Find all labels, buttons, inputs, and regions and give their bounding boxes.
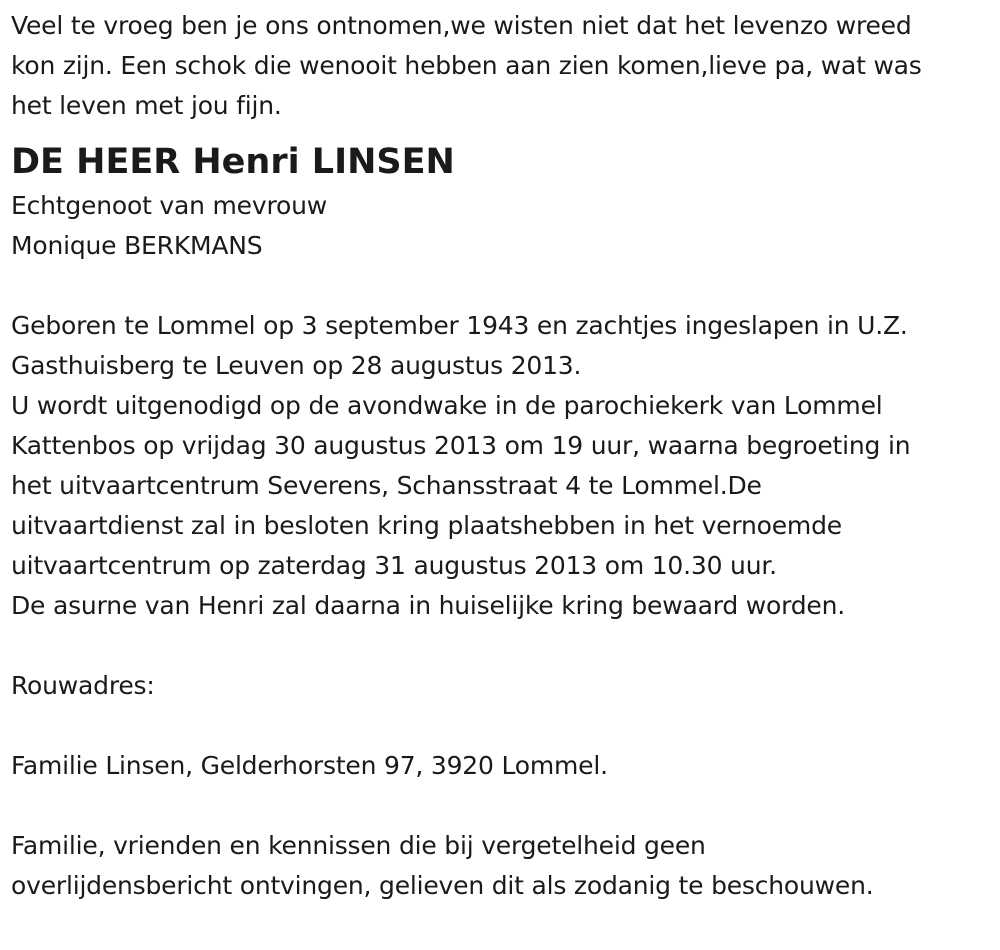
closing-line: overlijdensbericht ontvingen, gelieven dit als zodanig te beschouwen. (11, 871, 874, 900)
spacer (11, 706, 996, 746)
address-value: Familie Linsen, Gelderhorsten 97, 3920 Lommel. (11, 751, 608, 780)
details-line: De asurne van Henri zal daarna in huiselijke kring bewaard worden. (11, 591, 845, 620)
deceased-name: DE HEER Henri LINSEN (11, 142, 455, 182)
spouse-name: Monique BERKMANS (11, 231, 263, 260)
details-line: uitvaartcentrum op zaterdag 31 augustus 2013 om 10.30 uur. (11, 551, 777, 580)
details-line: Gasthuisberg te Leuven op 28 augustus 2013. (11, 351, 582, 380)
poem-line: Veel te vroeg ben je ons ontnomen,we wisten niet dat het levenzo wreed (11, 11, 912, 40)
spacer (11, 786, 996, 826)
poem-line: kon zijn. Een schok die wenooit hebben aan zien komen,lieve pa, wat was (11, 51, 922, 80)
spacer (11, 266, 996, 306)
details-line: Geboren te Lommel op 3 september 1943 en zachtjes ingeslapen in U.Z. (11, 311, 908, 340)
details-line: uitvaartdienst zal in besloten kring plaatshebben in het vernoemde (11, 511, 842, 540)
details-line: het uitvaartcentrum Severens, Schansstraat 4 te Lommel.De (11, 471, 762, 500)
funeral-details (11, 306, 996, 626)
closing-line: Familie, vrienden en kennissen die bij vergetelheid geen (11, 831, 706, 860)
address-label: Rouwadres: (11, 671, 155, 700)
spacer (11, 626, 996, 666)
poem-line: het leven met jou fijn. (11, 91, 282, 120)
spouse-line: Echtgenoot van mevrouw (11, 191, 327, 220)
closing-note (11, 826, 996, 906)
spouse-info (11, 186, 996, 266)
poem (11, 6, 996, 126)
details-line: U wordt uitgenodigd op de avondwake in de parochiekerk van Lommel (11, 391, 883, 420)
details-line: Kattenbos op vrijdag 30 augustus 2013 om 19 uur, waarna begroeting in (11, 431, 911, 460)
obituary-notice (11, 6, 996, 906)
